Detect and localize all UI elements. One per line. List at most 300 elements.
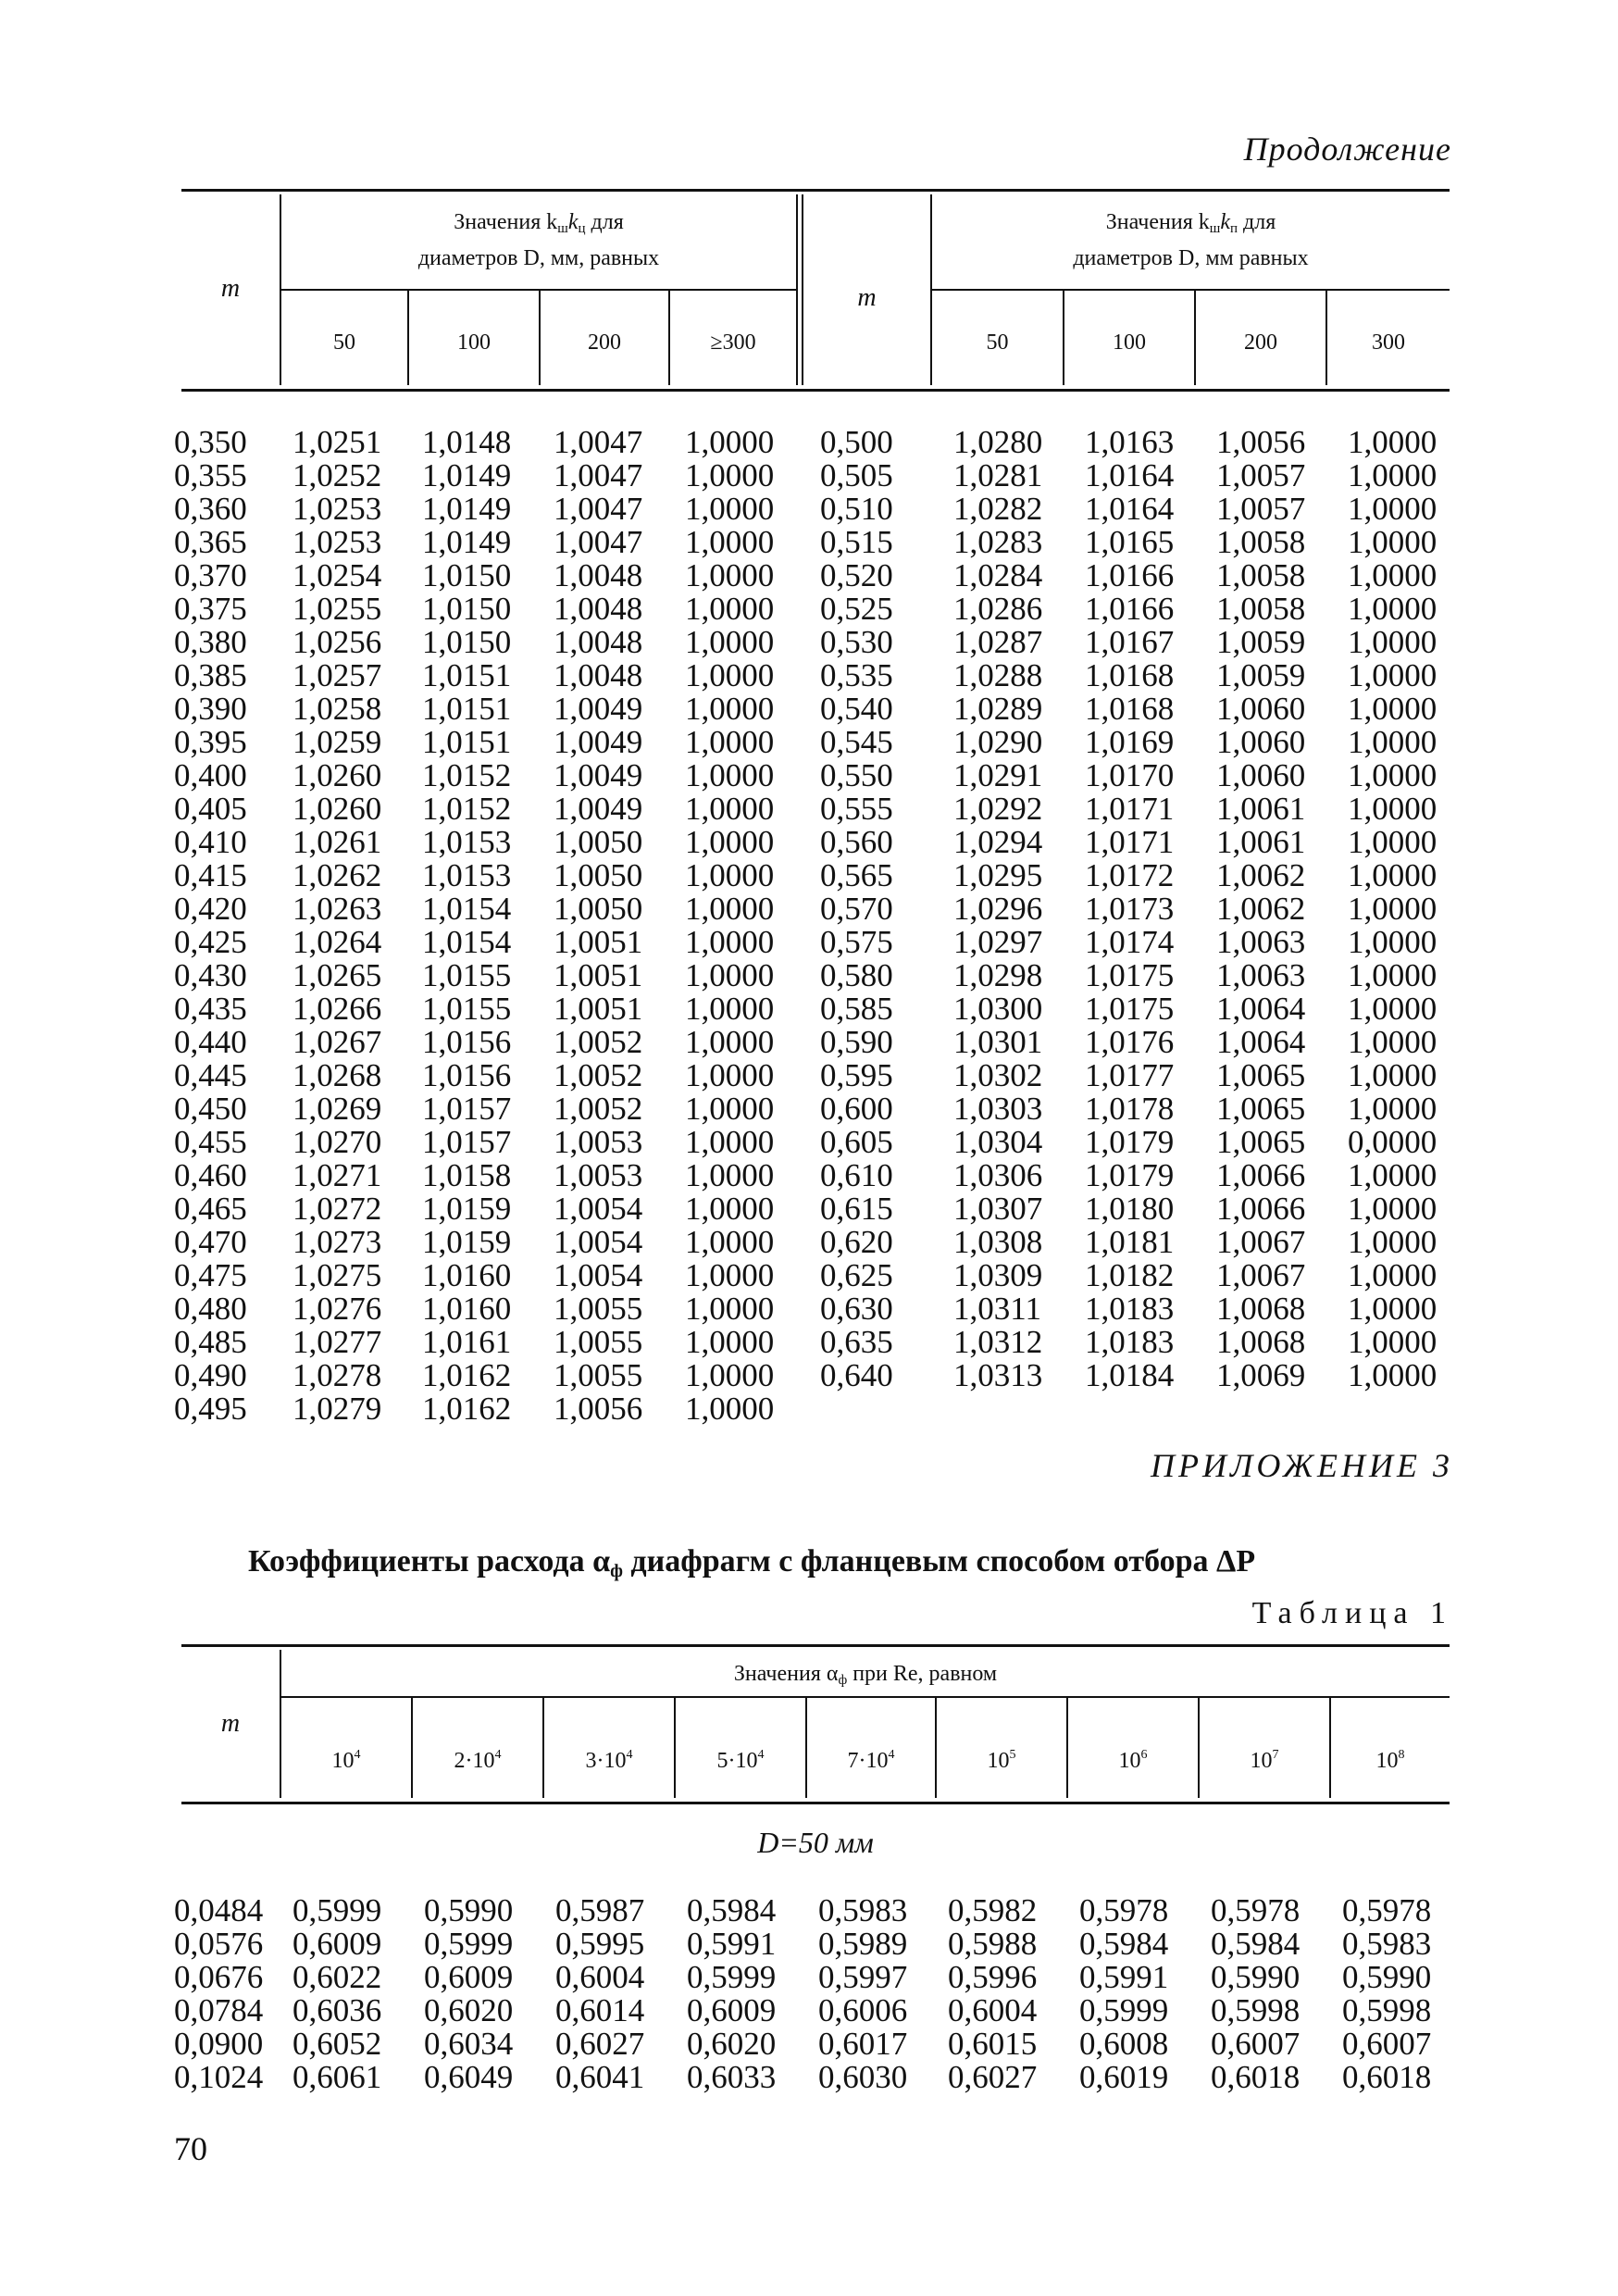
table1-right-m-cell: 0,580 xyxy=(820,957,893,993)
table1-right-200-cell: 1,0066 xyxy=(1216,1157,1306,1193)
table1-right-100-cell: 1,0179 xyxy=(1085,1124,1175,1160)
table1-right-100-cell: 1,0168 xyxy=(1085,657,1175,693)
table1-left-m-cell: 0,490 xyxy=(174,1357,247,1393)
table1-right-200-cell: 1,0061 xyxy=(1216,824,1306,860)
table1-right-300-cell: 1,0000 xyxy=(1348,524,1438,560)
table1-left-100-cell: 1,0161 xyxy=(422,1324,512,1360)
table1-right-100-cell: 1,0171 xyxy=(1085,824,1175,860)
table1-right-100-cell: 1,0165 xyxy=(1085,524,1175,560)
table2-value-cell: 0,5988 xyxy=(948,1926,1038,1962)
table1-left-200-cell: 1,0053 xyxy=(554,1124,643,1160)
table2-value-cell: 0,6034 xyxy=(424,2026,514,2062)
table1-right-200-cell: 1,0057 xyxy=(1216,491,1306,527)
table1-left-200-cell: 1,0054 xyxy=(554,1224,643,1260)
table2-value-cell: 0,6033 xyxy=(687,2059,777,2095)
table1-left-m-cell: 0,495 xyxy=(174,1391,247,1427)
table1-left-200-cell: 1,0047 xyxy=(554,524,643,560)
table1-m-header-left: m xyxy=(220,274,241,303)
table1-right-300-cell: 1,0000 xyxy=(1348,1091,1438,1127)
table2-value-cell: 0,5987 xyxy=(555,1892,645,1928)
table1-right-m-cell: 0,620 xyxy=(820,1224,893,1260)
table1-left-100-cell: 1,0153 xyxy=(422,857,512,893)
table1-left-300-cell: 1,0000 xyxy=(685,524,775,560)
table1-right-100-cell: 1,0180 xyxy=(1085,1191,1175,1227)
table1-right-300-column xyxy=(1348,426,1437,1392)
table1-right-200-cell: 1,0067 xyxy=(1216,1257,1306,1293)
table2-section-label: D=50 мм xyxy=(757,1826,874,1859)
table1-right-50-cell: 1,0284 xyxy=(953,557,1043,593)
table1-left-200-cell: 1,0048 xyxy=(554,591,643,627)
table1-right-200-cell: 1,0060 xyxy=(1216,691,1306,727)
table1-left-300-cell: 1,0000 xyxy=(685,857,775,893)
table1-left-m-cell: 0,475 xyxy=(174,1257,247,1293)
table1-right-300-cell: 1,0000 xyxy=(1348,891,1438,927)
table1-right-50-cell: 1,0294 xyxy=(953,824,1043,860)
table2-value-cell: 0,6061 xyxy=(292,2059,382,2095)
table2-value-cell: 0,6007 xyxy=(1211,2026,1301,2062)
table1-right-50-cell: 1,0295 xyxy=(953,857,1043,893)
table2-m-cell: 0,0484 xyxy=(174,1892,264,1928)
table2-value-cell: 0,6052 xyxy=(292,2026,382,2062)
table1-left-50-cell: 1,0273 xyxy=(292,1224,382,1260)
page-number: 70 xyxy=(174,2130,207,2167)
table1-right-col-50: 50 xyxy=(986,331,1009,355)
table2-value-cell: 0,6030 xyxy=(818,2059,908,2095)
table2-col-re-1e4: $10^4$ xyxy=(331,1748,361,1773)
table1-right-200-cell: 1,0064 xyxy=(1216,1024,1306,1060)
table1-right-m-cell: 0,535 xyxy=(820,657,893,693)
table1-right-50-cell: 1,0306 xyxy=(953,1157,1043,1193)
table2-value-cell: 0,6018 xyxy=(1342,2059,1432,2095)
table1-right-m-cell: 0,610 xyxy=(820,1157,893,1193)
table1-right-50-cell: 1,0291 xyxy=(953,757,1043,793)
table1-left-50-cell: 1,0253 xyxy=(292,524,382,560)
table1-left-50-cell: 1,0263 xyxy=(292,891,382,927)
table2-value-cell: 0,5984 xyxy=(687,1892,777,1928)
table1-left-m-cell: 0,365 xyxy=(174,524,247,560)
table2-value-cell: 0,5997 xyxy=(818,1959,908,1995)
table1-right-300-cell: 1,0000 xyxy=(1348,791,1438,827)
table1-right-300-cell: 1,0000 xyxy=(1348,424,1438,460)
table1-right-m-cell: 0,510 xyxy=(820,491,893,527)
table1-left-300-cell: 1,0000 xyxy=(685,491,775,527)
table1-right-m-cell: 0,640 xyxy=(820,1357,893,1393)
table2-value-cell: 0,6027 xyxy=(948,2059,1038,2095)
table2-col-re-5e4: $5\cdot 10^4$ xyxy=(716,1748,765,1773)
table1-right-100-cell: 1,0175 xyxy=(1085,991,1175,1027)
table1-right-200-cell: 1,0068 xyxy=(1216,1324,1306,1360)
table1-right-200-cell: 1,0063 xyxy=(1216,957,1306,993)
table1-right-300-cell: 1,0000 xyxy=(1348,724,1438,760)
table1-right-group-rule xyxy=(932,289,1450,291)
table1-right-m-cell: 0,590 xyxy=(820,1024,893,1060)
table1-left-50-cell: 1,0254 xyxy=(292,557,382,593)
table1-left-100-cell: 1,0160 xyxy=(422,1257,512,1293)
table1-right-m-cell: 0,570 xyxy=(820,891,893,927)
table1-right-100-cell: 1,0176 xyxy=(1085,1024,1175,1060)
table1-right-200-cell: 1,0067 xyxy=(1216,1224,1306,1260)
table2-value-cell: 0,5995 xyxy=(555,1926,645,1962)
table1-right-100-cell: 1,0168 xyxy=(1085,691,1175,727)
table1-right-200-cell: 1,0065 xyxy=(1216,1091,1306,1127)
table1-left-200-cell: 1,0049 xyxy=(554,757,643,793)
table1-left-m-cell: 0,375 xyxy=(174,591,247,627)
table2-value-cell: 0,5978 xyxy=(1211,1892,1301,1928)
table2-title: Коэффициенты расхода $\alpha_ф$ диафрагм с фланцевым способом отбора ΔP xyxy=(248,1544,1256,1581)
table1-left-m-cell: 0,360 xyxy=(174,491,247,527)
table1-left-200-cell: 1,0052 xyxy=(554,1024,643,1060)
table1-left-200-column xyxy=(554,426,642,1426)
table1-left-m-cell: 0,350 xyxy=(174,424,247,460)
table2-col-re-1e5: $10^5$ xyxy=(987,1748,1016,1773)
table1-left-100-cell: 1,0154 xyxy=(422,891,512,927)
table1-left-300-cell: 1,0000 xyxy=(685,1324,775,1360)
table1-right-m-cell: 0,555 xyxy=(820,791,893,827)
table1-right-m-cell: 0,585 xyxy=(820,991,893,1027)
table1-left-m-cell: 0,385 xyxy=(174,657,247,693)
table1-right-200-cell: 1,0066 xyxy=(1216,1191,1306,1227)
table1-right-m-cell: 0,615 xyxy=(820,1191,893,1227)
table1-right-200-cell: 1,0061 xyxy=(1216,791,1306,827)
table1-left-m-cell: 0,465 xyxy=(174,1191,247,1227)
table1-right-50-cell: 1,0282 xyxy=(953,491,1043,527)
table1-right-50-cell: 1,0289 xyxy=(953,691,1043,727)
table1-left-300-cell: 1,0000 xyxy=(685,1057,775,1093)
table1-right-300-cell: 1,0000 xyxy=(1348,1257,1438,1293)
table1-left-100-cell: 1,0149 xyxy=(422,491,512,527)
continuation-label: Продолжение xyxy=(1243,131,1451,168)
table1-left-50-cell: 1,0267 xyxy=(292,1024,382,1060)
table1-right-col-300: 300 xyxy=(1372,331,1405,355)
table1-left-200-cell: 1,0050 xyxy=(554,824,643,860)
table1-right-50-cell: 1,0296 xyxy=(953,891,1043,927)
table1-right-200-cell: 1,0059 xyxy=(1216,657,1306,693)
table1-header-bottom-rule xyxy=(181,389,1450,392)
table1-left-200-cell: 1,0047 xyxy=(554,457,643,493)
table1-right-100-cell: 1,0184 xyxy=(1085,1357,1175,1393)
table1-left-m-cell: 0,425 xyxy=(174,924,247,960)
table1-right-m-cell: 0,595 xyxy=(820,1057,893,1093)
table2-group-rule xyxy=(281,1696,1450,1698)
table1-left-300-cell: 1,0000 xyxy=(685,824,775,860)
table1-left-300-cell: 1,0000 xyxy=(685,557,775,593)
table2-value-cell: 0,6009 xyxy=(687,1992,777,2028)
table1-right-300-cell: 1,0000 xyxy=(1348,1024,1438,1060)
table1-right-50-cell: 1,0288 xyxy=(953,657,1043,693)
table1-right-50-cell: 1,0312 xyxy=(953,1324,1043,1360)
table1-right-50-cell: 1,0302 xyxy=(953,1057,1043,1093)
table1-right-100-cell: 1,0171 xyxy=(1085,791,1175,827)
table1-left-100-cell: 1,0154 xyxy=(422,924,512,960)
table1-right-300-cell: 1,0000 xyxy=(1348,1357,1438,1393)
table1-right-100-cell: 1,0163 xyxy=(1085,424,1175,460)
table1-left-100-cell: 1,0151 xyxy=(422,691,512,727)
table1-left-50-cell: 1,0257 xyxy=(292,657,382,693)
table1-right-300-cell: 1,0000 xyxy=(1348,991,1438,1027)
table2-m-header: m xyxy=(220,1709,241,1738)
table1-top-rule xyxy=(181,189,1450,192)
table1-right-m-cell: 0,605 xyxy=(820,1124,893,1160)
table2-m-cell: 0,0576 xyxy=(174,1926,264,1962)
table1-left-100-cell: 1,0150 xyxy=(422,591,512,627)
table1-right-200-cell: 1,0058 xyxy=(1216,591,1306,627)
table1-left-m-cell: 0,445 xyxy=(174,1057,247,1093)
table2-top-rule xyxy=(181,1644,1450,1647)
table1-right-100-cell: 1,0183 xyxy=(1085,1324,1175,1360)
table2-value-cell: 0,6017 xyxy=(818,2026,908,2062)
table1-left-100-cell: 1,0155 xyxy=(422,991,512,1027)
table1-right-50-cell: 1,0290 xyxy=(953,724,1043,760)
table2-value-cell: 0,6007 xyxy=(1342,2026,1432,2062)
table1-left-100-cell: 1,0149 xyxy=(422,457,512,493)
table1-left-m-cell: 0,460 xyxy=(174,1157,247,1193)
table1-right-300-cell: 1,0000 xyxy=(1348,557,1438,593)
table1-left-50-cell: 1,0271 xyxy=(292,1157,382,1193)
table1-left-100-cell: 1,0159 xyxy=(422,1191,512,1227)
table1-right-50-cell: 1,0300 xyxy=(953,991,1043,1027)
table1-left-50-cell: 1,0269 xyxy=(292,1091,382,1127)
table1-right-m-cell: 0,530 xyxy=(820,624,893,660)
table1-right-300-cell: 1,0000 xyxy=(1348,924,1438,960)
table1-right-m-column xyxy=(820,426,893,1392)
table1-right-m-cell: 0,635 xyxy=(820,1324,893,1360)
table1-left-m-cell: 0,470 xyxy=(174,1224,247,1260)
table1-right-100-cell: 1,0164 xyxy=(1085,457,1175,493)
table1-right-m-cell: 0,625 xyxy=(820,1257,893,1293)
table1-right-200-cell: 1,0065 xyxy=(1216,1057,1306,1093)
table1-left-50-cell: 1,0255 xyxy=(292,591,382,627)
table1-left-300-cell: 1,0000 xyxy=(685,1391,775,1427)
table1-left-200-cell: 1,0050 xyxy=(554,891,643,927)
table1-right-100-column xyxy=(1085,426,1174,1392)
table1-right-200-cell: 1,0064 xyxy=(1216,991,1306,1027)
table2-value-cell: 0,6015 xyxy=(948,2026,1038,2062)
table2-col-re-3e4: $3\cdot 10^4$ xyxy=(585,1748,633,1773)
table1-left-300-cell: 1,0000 xyxy=(685,457,775,493)
table1-left-m-cell: 0,400 xyxy=(174,757,247,793)
table2-value-cell: 0,6004 xyxy=(555,1959,645,1995)
table1-right-300-cell: 1,0000 xyxy=(1348,1291,1438,1327)
table1-right-m-cell: 0,560 xyxy=(820,824,893,860)
table2-value-cell: 0,5999 xyxy=(687,1959,777,1995)
table2-value-cell: 0,5978 xyxy=(1342,1892,1432,1928)
table1-right-200-cell: 1,0063 xyxy=(1216,924,1306,960)
table1-left-50-cell: 1,0272 xyxy=(292,1191,382,1227)
table1-left-100-cell: 1,0156 xyxy=(422,1024,512,1060)
table1-right-m-cell: 0,550 xyxy=(820,757,893,793)
table1-right-50-cell: 1,0297 xyxy=(953,924,1043,960)
table1-right-col-200: 200 xyxy=(1244,331,1277,355)
table2-value-cell: 0,5991 xyxy=(1079,1959,1169,1995)
table1-right-100-cell: 1,0170 xyxy=(1085,757,1175,793)
table1-left-100-cell: 1,0153 xyxy=(422,824,512,860)
table1-right-100-cell: 1,0169 xyxy=(1085,724,1175,760)
table1-right-100-cell: 1,0173 xyxy=(1085,891,1175,927)
table1-left-200-cell: 1,0055 xyxy=(554,1324,643,1360)
table2-value-cell: 0,6008 xyxy=(1079,2026,1169,2062)
table1-right-300-cell: 1,0000 xyxy=(1348,1157,1438,1193)
table1-left-m-cell: 0,405 xyxy=(174,791,247,827)
table1-left-200-cell: 1,0049 xyxy=(554,691,643,727)
table1-left-100-cell: 1,0157 xyxy=(422,1091,512,1127)
table2-value-cell: 0,5990 xyxy=(424,1892,514,1928)
table1-right-m-cell: 0,545 xyxy=(820,724,893,760)
table1-left-m-cell: 0,380 xyxy=(174,624,247,660)
table1-left-100-cell: 1,0151 xyxy=(422,657,512,693)
table2-col-re-7e4: $7\cdot 10^4$ xyxy=(847,1748,895,1773)
table1-left-200-cell: 1,0050 xyxy=(554,857,643,893)
table1-left-m-cell: 0,395 xyxy=(174,724,247,760)
table1-right-50-cell: 1,0283 xyxy=(953,524,1043,560)
table1-left-200-cell: 1,0051 xyxy=(554,924,643,960)
table1-left-m-cell: 0,355 xyxy=(174,457,247,493)
table1-left-100-cell: 1,0162 xyxy=(422,1357,512,1393)
table1-right-100-cell: 1,0164 xyxy=(1085,491,1175,527)
table1-right-50-cell: 1,0292 xyxy=(953,791,1043,827)
table1-left-group-header: Значения $k_шk_ц$ для диаметров D, мм, равных xyxy=(417,210,660,270)
table2-value-cell: 0,6027 xyxy=(555,2026,645,2062)
table1-left-50-cell: 1,0264 xyxy=(292,924,382,960)
table1-left-50-cell: 1,0252 xyxy=(292,457,382,493)
table1-left-m-cell: 0,485 xyxy=(174,1324,247,1360)
table2-value-cell: 0,5998 xyxy=(1342,1992,1432,2028)
table1-left-m-cell: 0,430 xyxy=(174,957,247,993)
table1-right-200-cell: 1,0062 xyxy=(1216,857,1306,893)
table1-right-100-cell: 1,0181 xyxy=(1085,1224,1175,1260)
table1-right-300-cell: 1,0000 xyxy=(1348,591,1438,627)
table1-right-50-cell: 1,0304 xyxy=(953,1124,1043,1160)
table2-value-cell: 0,6018 xyxy=(1211,2059,1301,2095)
table1-left-100-cell: 1,0151 xyxy=(422,724,512,760)
table1-left-50-cell: 1,0258 xyxy=(292,691,382,727)
table1-left-200-cell: 1,0049 xyxy=(554,791,643,827)
table2-value-cell: 0,6022 xyxy=(292,1959,382,1995)
table2-value-cell: 0,6020 xyxy=(424,1992,514,2028)
table1-right-50-cell: 1,0286 xyxy=(953,591,1043,627)
table1-left-100-cell: 1,0159 xyxy=(422,1224,512,1260)
table1-right-50-cell: 1,0298 xyxy=(953,957,1043,993)
table2-group-header: Значения $\alpha_ф$ при Re, равном xyxy=(733,1662,998,1688)
table1-right-group-header: Значения $k_шk_п$ для диаметров D, мм равных xyxy=(1073,210,1309,270)
table1-left-200-cell: 1,0056 xyxy=(554,1391,643,1427)
table1-right-50-cell: 1,0307 xyxy=(953,1191,1043,1227)
table1-left-100-cell: 1,0162 xyxy=(422,1391,512,1427)
table1-left-200-cell: 1,0051 xyxy=(554,991,643,1027)
table1-right-200-cell: 1,0059 xyxy=(1216,624,1306,660)
table2-value-cell: 0,5984 xyxy=(1211,1926,1301,1962)
table1-left-m-cell: 0,390 xyxy=(174,691,247,727)
table2-value-cell: 0,6041 xyxy=(555,2059,645,2095)
table1-left-m-cell: 0,370 xyxy=(174,557,247,593)
table2-value-cell: 0,5982 xyxy=(948,1892,1038,1928)
table1-right-100-cell: 1,0177 xyxy=(1085,1057,1175,1093)
table1-left-300-cell: 1,0000 xyxy=(685,891,775,927)
table1-right-m-cell: 0,500 xyxy=(820,424,893,460)
table1-left-100-cell: 1,0150 xyxy=(422,624,512,660)
table1-right-300-cell: 1,0000 xyxy=(1348,824,1438,860)
table1-left-50-cell: 1,0251 xyxy=(292,424,382,460)
table1-left-m-column xyxy=(174,426,247,1426)
table1-left-50-cell: 1,0262 xyxy=(292,857,382,893)
table1-left-m-cell: 0,435 xyxy=(174,991,247,1027)
table1-left-50-column xyxy=(292,426,381,1426)
table1-right-200-cell: 1,0057 xyxy=(1216,457,1306,493)
table1-left-m-cell: 0,450 xyxy=(174,1091,247,1127)
table1-left-m-cell: 0,410 xyxy=(174,824,247,860)
table1-right-300-cell: 1,0000 xyxy=(1348,657,1438,693)
table1-right-m-cell: 0,520 xyxy=(820,557,893,593)
table1-left-50-cell: 1,0266 xyxy=(292,991,382,1027)
table1-right-300-cell: 1,0000 xyxy=(1348,1191,1438,1227)
table1-left-100-cell: 1,0148 xyxy=(422,424,512,460)
table-label: Таблица 1 xyxy=(1251,1596,1453,1630)
table1-left-300-cell: 1,0000 xyxy=(685,1124,775,1160)
table1-right-100-cell: 1,0179 xyxy=(1085,1157,1175,1193)
table2-value-cell: 0,6009 xyxy=(424,1959,514,1995)
table1-left-col-300: ≥300 xyxy=(710,331,756,355)
table1-left-col-50: 50 xyxy=(333,331,355,355)
table1-right-300-cell: 1,0000 xyxy=(1348,957,1438,993)
table2-value-cell: 0,6019 xyxy=(1079,2059,1169,2095)
table1-left-300-cell: 1,0000 xyxy=(685,1357,775,1393)
table1-left-100-cell: 1,0156 xyxy=(422,1057,512,1093)
table2-m-cell: 0,1024 xyxy=(174,2059,264,2095)
table2-value-cell: 0,6049 xyxy=(424,2059,514,2095)
table1-right-100-cell: 1,0166 xyxy=(1085,591,1175,627)
table2-m-cell: 0,0784 xyxy=(174,1992,264,2028)
table1-left-50-cell: 1,0268 xyxy=(292,1057,382,1093)
table1-right-50-cell: 1,0308 xyxy=(953,1224,1043,1260)
table1-right-50-cell: 1,0313 xyxy=(953,1357,1043,1393)
table1-left-300-cell: 1,0000 xyxy=(685,924,775,960)
table1-left-300-cell: 1,0000 xyxy=(685,791,775,827)
table1-vsep-left-group-end xyxy=(796,194,798,385)
table1-right-50-cell: 1,0281 xyxy=(953,457,1043,493)
table2-value-cell: 0,5998 xyxy=(1211,1992,1301,2028)
table2-m-cell: 0,0676 xyxy=(174,1959,264,1995)
table1-left-300-cell: 1,0000 xyxy=(685,691,775,727)
table1-right-50-cell: 1,0311 xyxy=(953,1291,1041,1327)
table1-right-50-cell: 1,0303 xyxy=(953,1091,1043,1127)
table1-right-m-cell: 0,505 xyxy=(820,457,893,493)
table1-right-100-cell: 1,0174 xyxy=(1085,924,1175,960)
table1-right-50-column xyxy=(953,426,1042,1392)
table1-left-50-cell: 1,0259 xyxy=(292,724,382,760)
table1-left-300-cell: 1,0000 xyxy=(685,1224,775,1260)
table1-right-m-cell: 0,630 xyxy=(820,1291,893,1327)
table1-right-300-cell: 1,0000 xyxy=(1348,457,1438,493)
table1-left-50-cell: 1,0253 xyxy=(292,491,382,527)
table1-right-50-cell: 1,0301 xyxy=(953,1024,1043,1060)
table2-value-cell: 0,5990 xyxy=(1211,1959,1301,1995)
table1-right-300-cell: 1,0000 xyxy=(1348,1324,1438,1360)
table1-left-50-cell: 1,0278 xyxy=(292,1357,382,1393)
table1-left-100-cell: 1,0157 xyxy=(422,1124,512,1160)
table1-left-300-cell: 1,0000 xyxy=(685,657,775,693)
table2-value-cell: 0,6020 xyxy=(687,2026,777,2062)
table1-left-m-cell: 0,440 xyxy=(174,1024,247,1060)
table1-right-300-cell: 0,0000 xyxy=(1348,1124,1438,1160)
table1-left-50-cell: 1,0275 xyxy=(292,1257,382,1293)
table2-value-cell: 0,5983 xyxy=(818,1892,908,1928)
table1-right-300-cell: 1,0000 xyxy=(1348,857,1438,893)
table1-right-100-cell: 1,0166 xyxy=(1085,557,1175,593)
table1-left-300-cell: 1,0000 xyxy=(685,1291,775,1327)
table1-left-200-cell: 1,0051 xyxy=(554,957,643,993)
table2-value-cell: 0,5978 xyxy=(1079,1892,1169,1928)
table2-value-cell: 0,5983 xyxy=(1342,1926,1432,1962)
table1-left-200-cell: 1,0047 xyxy=(554,424,643,460)
